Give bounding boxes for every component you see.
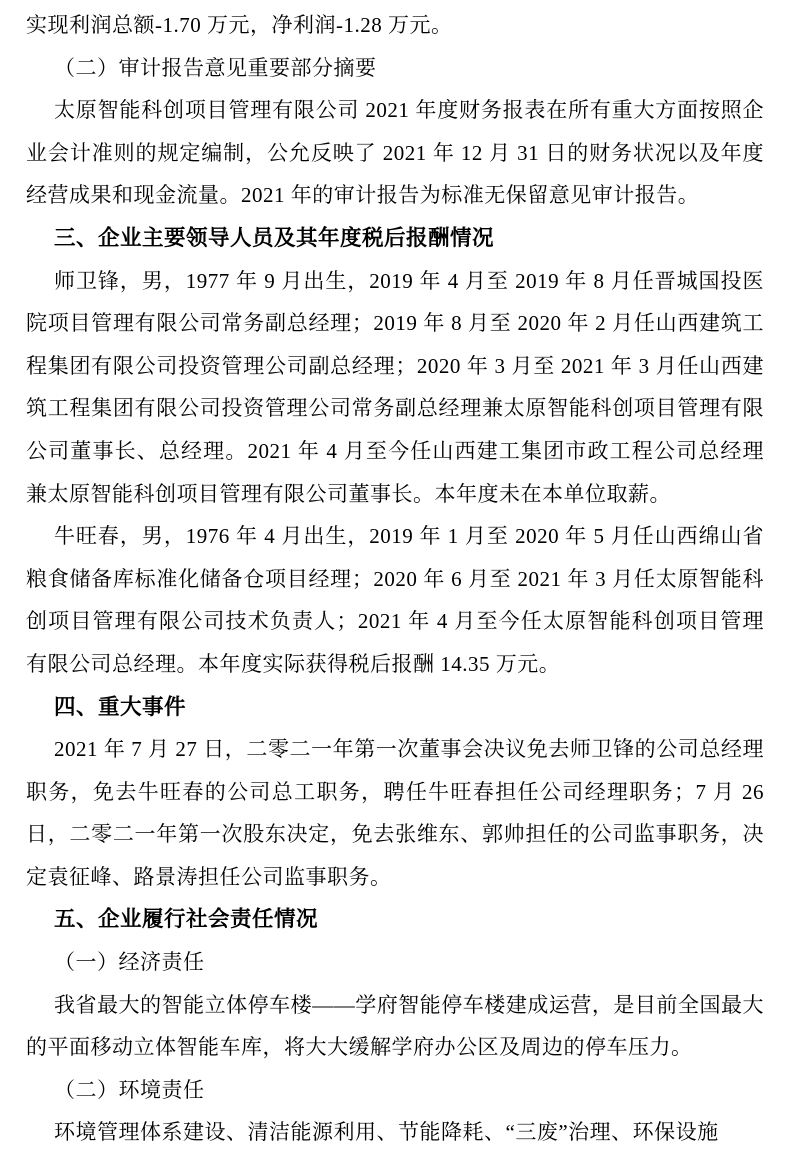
- subheading-environmental-responsibility: （二）环境责任: [54, 1077, 205, 1102]
- section-heading-leaders-compensation: 三、企业主要领导人员及其年度税后报酬情况: [54, 225, 495, 250]
- paragraph-leader-niuwangchun: 牛旺春，男，1976 年 4 月出生，2019 年 1 月至 2020 年 5 月任山西绵山省粮食储备库标准化储备仓项目经理；2020 年 6 月至 2021 年 3 月任太原智能科创项目管理有限公司技术负责人；2021 年 4 月至今任太原智能科创项目管理有限公司总经理。本年度实际获得税后报酬 14.35 万元。: [26, 524, 764, 676]
- subheading-economic-responsibility: （一）经济责任: [54, 950, 205, 975]
- subheading-audit-opinion-summary: （二）审计报告意见重要部分摘要: [54, 55, 377, 80]
- paragraph-economic-responsibility: 我省最大的智能立体停车楼——学府智能停车楼建成运营，是目前全国最大的平面移动立体智能车库，将大大缓解学府办公区及周边的停车压力。: [26, 992, 764, 1060]
- paragraph-major-events: 2021 年 7 月 27 日，二零二一年第一次董事会决议免去师卫锋的公司总经理职务，免去牛旺春的公司总工职务，聘任牛旺春担任公司经理职务；7 月 26 日，二零二一年第一次股东决定，免去张维东、郭帅担任的公司监事职务，决定袁征峰、路景涛担任公司监事职务。: [26, 737, 764, 889]
- section-heading-social-responsibility: 五、企业履行社会责任情况: [54, 907, 319, 932]
- paragraph-profit-summary: 实现利润总额-1.70 万元，净利润-1.28 万元。: [26, 13, 453, 37]
- paragraph-audit-opinion: 太原智能科创项目管理有限公司 2021 年度财务报表在所有重大方面按照企业会计准则的规定编制，公允反映了 2021 年 12 月 31 日的财务状况以及年度经营成果和现金流量。2021 年的审计报告为标准无保留意见审计报告。: [26, 98, 764, 208]
- section-heading-major-events: 四、重大事件: [54, 694, 187, 719]
- paragraph-environmental-responsibility: 环境管理体系建设、清洁能源利用、节能降耗、“三废”治理、环保设施: [54, 1120, 719, 1145]
- paragraph-leader-shiweifeng: 师卫锋，男，1977 年 9 月出生，2019 年 4 月至 2019 年 8 月任晋城国投医院项目管理有限公司常务副总经理；2019 年 8 月至 2020 年 2 月任山西建筑工程集团有限公司投资管理公司副总经理；2020 年 3 月至 2021 年 3 月任山西建筑工程集团有限公司投资管理公司常务副总经理兼太原智能科创项目管理有限公司董事长、总经理。2021 年 4 月至今任山西建工集团市政工程公司总经理兼太原智能科创项目管理有限公司董事长。本年度未在本单位取薪。: [26, 268, 764, 506]
